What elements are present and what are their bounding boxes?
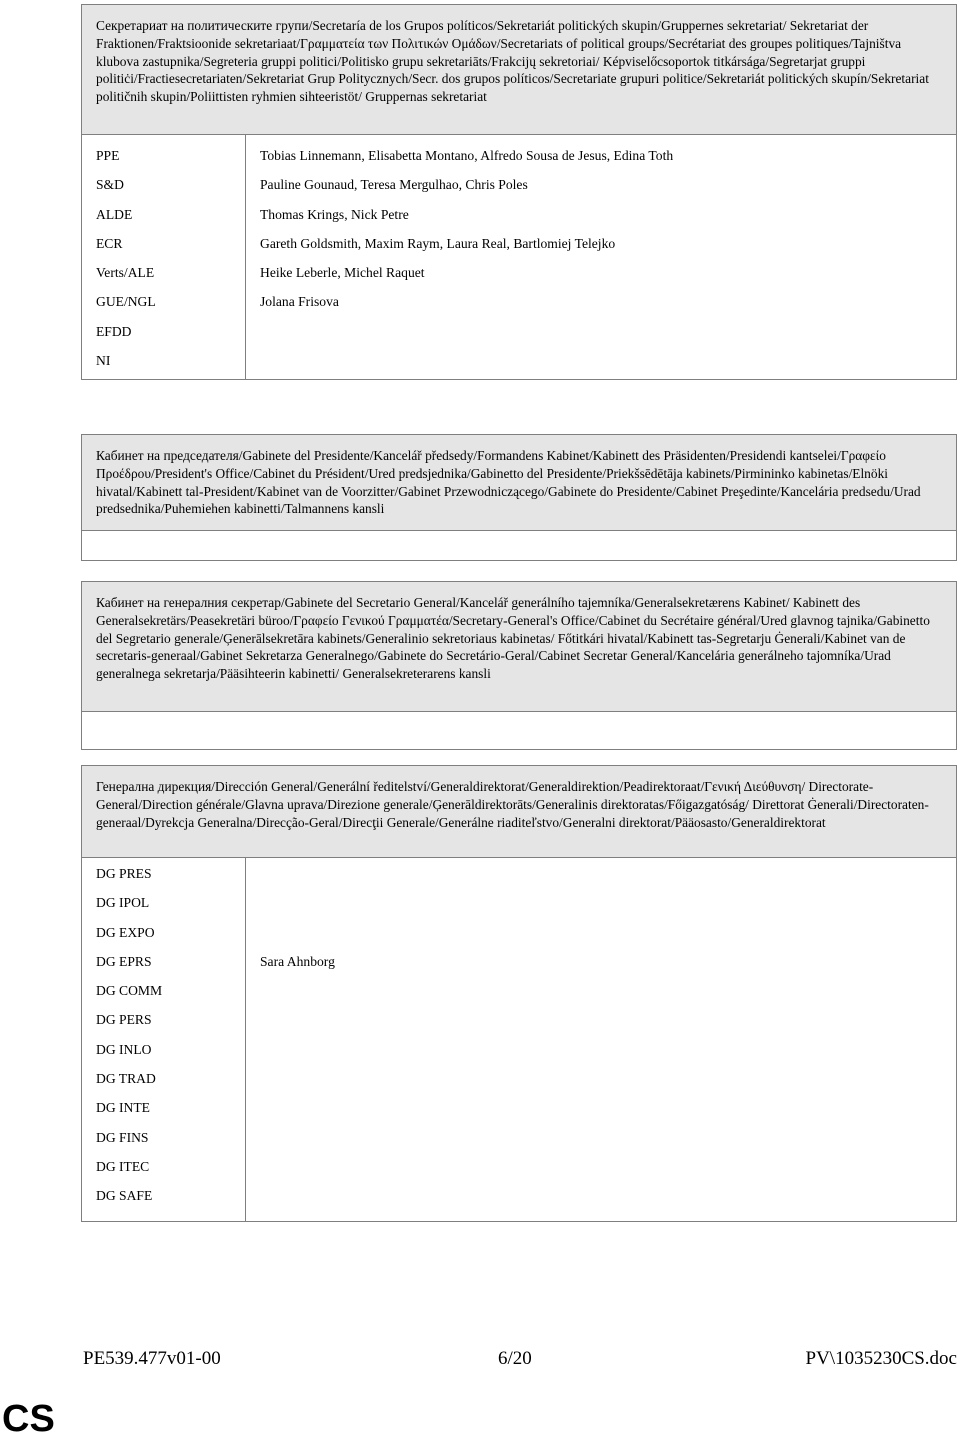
president-office-body [82,531,956,560]
dg-member-list [246,858,956,1221]
president-office-header [82,435,956,531]
group-members: Heike Leberle, Michel Raquet [260,265,425,281]
dg-members [260,1005,942,1034]
dg-members [260,976,942,1005]
directorate-general-title: Генерална дирекция/Dirección General/Generální ředitelství/Generaldirektorat/Generaldirektion/Peadirektoraat/Γενική Διεύθυνση/ Directorate-General/Direction générale/Glavna uprava/Direzione generale/Ģenerāldirektorāts/Generalinis direktoratas/Főigazgatóság/ Direttorat Ġenerali/Directoraten-generaal/Dyrekcja Generalna/Direcção-Geral/Direcţii Generale/Generálne riaditeľstvo/Generalni direktorat/Pääosasto/Generaldirektorat [96,779,929,830]
dg-label: DG INTE [96,1100,150,1116]
dg-members [260,859,942,888]
group-members: Gareth Goldsmith, Maxim Raym, Laura Real, Bartlomiej Telejko [260,235,616,251]
group-list [82,135,246,379]
group-members: Thomas Krings, Nick Petre [260,206,409,222]
dg-label: DG PERS [96,1012,152,1028]
group-label: ALDE [96,206,133,222]
footer-page-number: 6/20 [498,1348,532,1369]
dg-members [260,1123,942,1152]
dg-label: DG EPRS [96,953,152,969]
dg-label: DG TRAD [96,1071,156,1087]
political-groups-header [82,5,956,135]
secretary-general-office-header [82,582,956,712]
footer-document-name: PV\1035230CS.doc [805,1348,957,1369]
directorate-general-header [82,766,956,858]
dg-label: DG PRES [96,866,152,881]
group-members: Pauline Gounaud, Teresa Mergulhao, Chris Poles [260,177,528,193]
group-label: NI [96,353,111,369]
dg-members [260,1181,942,1210]
group-member-list [246,135,956,379]
dg-label: DG ITEC [96,1158,150,1174]
group-label: ECR [96,235,123,251]
secretary-general-office-body [82,712,956,749]
group-label: EFDD [96,323,132,339]
group-label: Verts/ALE [96,265,155,281]
dg-members [260,1064,942,1093]
president-office-table [81,434,957,561]
dg-label: DG IPOL [96,895,150,911]
secretary-general-office-table [81,581,957,750]
dg-members [260,888,942,917]
dg-members [260,1035,942,1064]
directorate-general-table [81,765,957,1222]
footer-reference: PE539.477v01-00 [83,1348,221,1369]
dg-members [260,1093,942,1122]
group-members [260,346,942,375]
group-label: S&D [96,177,124,193]
dg-members [260,1152,942,1181]
dg-label: DG SAFE [96,1188,153,1204]
group-members [260,317,942,346]
group-label: PPE [96,148,120,163]
dg-members [260,918,942,947]
page-footer [81,1348,957,1376]
president-office-title: Кабинет на председателя/Gabinete del Presidente/Kancelář předsedy/Formandens Kabinet/Kabinett des Präsidenten/Presidendi kantselei/Γραφείο Προέδρου/President's Office/Cabinet du Président/Ured predsjednika/Gabinetto del Presidente/Priekšsēdētāja kabinets/Pirmininko kabinetas/Elnöki hivatal/Kabinett tal-President/Kabinet van de Voorzitter/Gabinet Przewodniczącego/Gabinete do Presidente/Cabinet Preşedinte/Kancelária predsedu/Urad predsednika/Puhemiehen kabinetti/Talmannens kansli [96,448,921,517]
secretary-general-office-title: Кабинет на генералния секретар/Gabinete del Secretario General/Kancelář generálního tajemníka/Generalsekretærens Kabinet/ Kabinett des Generalsekretärs/Peasekretäri büroo/Γραφείο Γενικού Γραμματέα/Secretary-General's Office/Cabinet du Secrétaire général/Ured glavnog tajnika/Gabinetto del Segretario generale/Ģenerālsekretāra kabinets/Generalinio sekretoriaus kabinetas/ Főtitkári hivatal/Kabinett tas-Segretarju Ġenerali/Kabinet van de secretaris-generaal/Gabinet Sekretarza Generalnego/Gabinete do Secretário-Geral/Cabinet Secretar General/Kancelária generálneho tajomníka/Urad generalnega sekretarja/Pääsihteerin kabinetti/ Generalsekreterarens kansli [96,595,930,682]
group-members: Jolana Frisova [260,294,339,310]
group-label: GUE/NGL [96,294,156,310]
dg-list [82,858,246,1221]
language-code: CS [2,1398,55,1440]
political-groups-table [81,4,957,380]
political-groups-title: Секретариат на политическите групи/Secretaría de los Grupos políticos/Sekretariát politických skupin/Gruppernes sekretariat/ Sekretariat der Fraktionen/Fraktsioonide sekretariaat/Γραμματεία των Πολιτικών Ομάδων/Secretariats of political groups/Secrétariat des groupes politiques/Tajništva klubova zastupnika/Segreteria gruppi politici/Politisko grupu sekretariāts/Frakcijų sekretoriai/ Képviselőcsoportok titkársága/Segretarjat gruppi politiċi/Fractiesecretariaten/Sekretariat Grup Politycznych/Secr. dos grupos políticos/Secretariate grupuri politice/Sekretariát politických skupín/Sekretariat političnih skupin/Poliittisten ryhmien sihteeristöt/ Gruppernas sekretariat [96,18,929,105]
dg-label: DG INLO [96,1041,152,1057]
dg-label: DG FINS [96,1129,149,1145]
dg-members: Sara Ahnborg [260,953,335,969]
group-members: Tobias Linnemann, Elisabetta Montano, Alfredo Sousa de Jesus, Edina Toth [260,148,674,163]
dg-label: DG EXPO [96,924,155,940]
dg-label: DG COMM [96,983,163,999]
